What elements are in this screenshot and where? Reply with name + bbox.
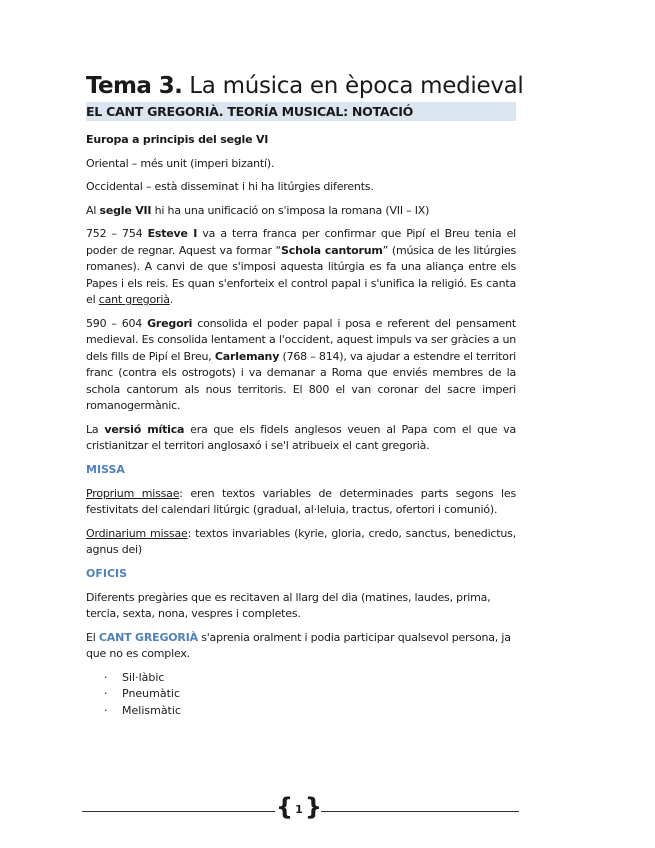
gregori-bold: Gregori — [147, 316, 193, 330]
page-number — [276, 793, 322, 825]
page-title — [86, 72, 524, 100]
esteve-bold: Esteve I — [147, 227, 198, 240]
esteve-mid1: va a terra franca per confirmar que Pipí el Breu tenia el poder de regnar. Aquest va formar “ — [86, 227, 517, 257]
footer-rule-right — [321, 811, 519, 812]
proprium-paragraph — [86, 486, 516, 519]
proprium-term: Proprium missae — [86, 486, 180, 500]
gregori-post: (768 – 814), va ajudar a estendre el territori franc (contra els ostrogots) i va demanar a Roma que enviés membres de la schola cantorum als nous territoris. El 800 el van coronar del sacre imperi romanogermànic. — [86, 349, 516, 412]
schola-cantorum: Schola cantorum — [281, 243, 383, 257]
document-page — [86, 72, 524, 719]
esteve-paragraph — [86, 226, 516, 309]
esteve-pre: 752 – 754 — [86, 227, 148, 240]
gregori-pre: 590 – 604 — [86, 316, 148, 330]
versio-pre: La — [86, 422, 105, 436]
carlemany-bold: Carlemany — [214, 349, 280, 363]
oficis-paragraph: Diferents pregàries que es recitaven al llarg del dia (matines, laudes, prima, tercia, sexta, nona, vespres i completes. — [86, 590, 491, 620]
cant-gregoria-highlight: CANT GREGORIÀ — [98, 630, 198, 644]
segle-pre: Al — [86, 203, 100, 217]
versio-bold: versió mítica — [104, 422, 185, 436]
title-number: Tema 3. — [86, 73, 183, 99]
cant-paragraph — [86, 630, 516, 663]
proprium-text: : eren textos variables de determinades parts segons les festivitats del calendari litúrgic (gradual, al·leluia, tractus, ofertori i comunió). — [86, 486, 516, 516]
ordinarium-term: Ordinarium missae — [86, 526, 188, 540]
list-item: · Melismàtic — [86, 703, 516, 720]
cant-post: s'aprenia oralment i podia participar qualsevol persona, ja que no es complex. — [86, 630, 511, 660]
segle-post: hi ha una unificació on s'imposa la romana (VII – IX) — [151, 203, 430, 217]
cant-gregoria-underlined: cant gregorià — [98, 293, 170, 306]
cant-pre: El — [86, 630, 99, 644]
ordinarium-paragraph — [86, 526, 516, 559]
left-brace-icon: { — [276, 793, 294, 821]
oriental-paragraph: Oriental – més unit (imperi bizantí). — [86, 156, 275, 170]
footer-rule-left — [82, 811, 275, 812]
segle-paragraph — [86, 203, 516, 220]
oficis-heading: OFICIS — [86, 566, 128, 580]
missa-heading: MISSA — [86, 462, 125, 476]
section-subtitle: EL CANT GREGORIÀ. TEORÍA MUSICAL: NOTACIÓ — [86, 102, 516, 121]
list-item: · Sil·làbic — [86, 670, 516, 687]
europa-heading: Europa a principis del segle VI — [86, 133, 269, 146]
gregori-mid1: consolida el poder papal i posa e referent del pensament medieval. Es consolida lentament a l'occident, aquest impuls va ser gràcies a un dels fills de Pipí el Breu, — [86, 316, 516, 363]
segle-bold: segle VII — [99, 203, 152, 217]
versio-post: era que els fidels anglesos veuen al Papa com el que va cristianitzar el territori anglosaxó i se'l atribueix el cant gregorià. — [86, 422, 516, 452]
chant-types-list — [86, 670, 516, 720]
occidental-paragraph: Occidental – està disseminat i hi ha litúrgies diferents. — [86, 180, 374, 193]
list-item: · Pneumàtic — [86, 686, 516, 703]
esteve-mid2: ” (música de les litúrgies romanes). A canvi de que s'imposi aquesta litúrgia es fa una aliança entre els Papes i els reis. Es quan s'enforteix el control papal i s'unifica la religió. Es canta el — [86, 243, 517, 306]
ordinarium-text: : textos invariables (kyrie, gloria, credo, sanctus, benedictus, agnus dei) — [86, 526, 516, 556]
title-text: La música en època medieval — [182, 73, 524, 99]
page-number-value: 1 — [295, 803, 303, 816]
versio-paragraph — [86, 422, 516, 455]
right-brace-icon: } — [304, 793, 322, 821]
esteve-post: . — [169, 293, 174, 306]
gregori-paragraph — [86, 316, 516, 415]
